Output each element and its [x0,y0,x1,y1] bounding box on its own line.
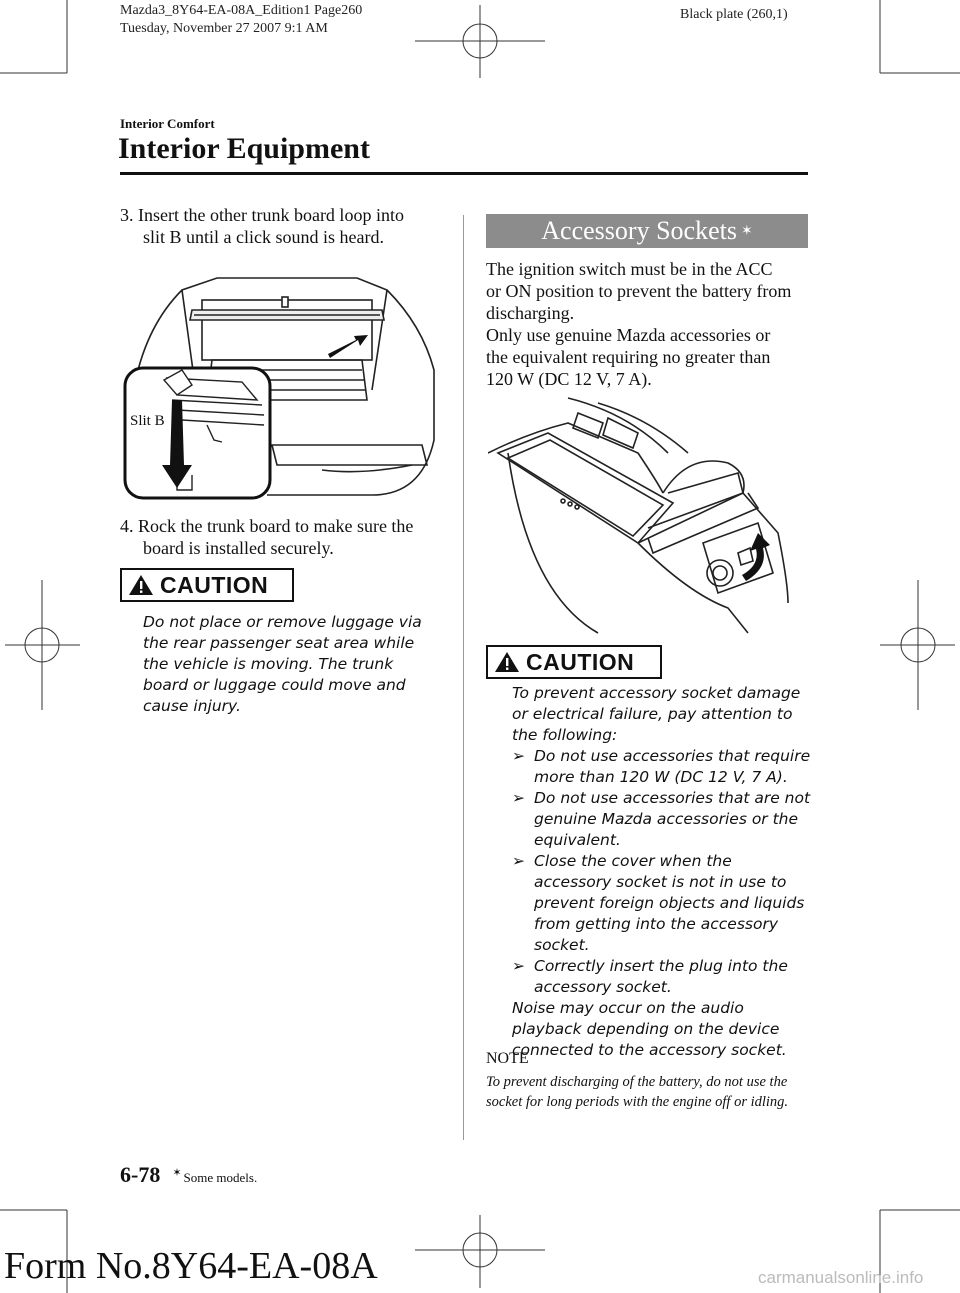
intro-line: the equivalent requiring no greater than [486,347,771,367]
bullet-text: Do not use accessories that require more than 120 W (DC 12 V, 7 A). [534,747,811,786]
figure-label-slit-b: Slit B [129,410,166,432]
section-banner [486,214,808,248]
page-footer [120,1162,257,1188]
arrow-bullet-icon: ➢ [512,747,525,765]
step-4 [120,515,450,559]
step-3 [120,204,450,248]
bullet-text: Do not use accessories that are not genuine Mazda accessories or the equivalent. [534,789,811,849]
watermark: carmanualsonline.info [758,1268,924,1287]
arrow-bullet-icon: ➢ [512,789,525,807]
caution-header-right [486,645,662,679]
step-3-number: 3. [120,205,134,225]
intro-line: The ignition switch must be in the ACC [486,259,773,279]
file-info [120,2,362,38]
step-4-line2: board is installed securely. [143,538,334,558]
section-category: Interior Comfort [120,116,215,131]
intro-line: Only use genuine Mazda accessories or [486,325,771,345]
step-3-line1: Insert the other trunk board loop into [138,205,404,225]
banner-star: ✶ [740,223,753,239]
caution-header-left [120,568,294,602]
date-line: Tuesday, November 27 2007 9:1 AM [120,21,328,36]
caution-bullet-list [512,746,812,998]
header-rule [120,172,808,175]
bullet-text: Close the cover when the accessory socket is not in use to prevent foreign objects and liquids from getting into the accessory socket. [534,852,805,954]
note-title: NOTE [486,1050,529,1067]
footer-some-models: Some models. [183,1170,258,1185]
step-4-line1: Rock the trunk board to make sure the [138,516,414,536]
caution-intro-right: To prevent accessory socket damage or electrical failure, pay attention to the following: [512,684,801,744]
caution-bullet [512,746,812,788]
caution-text-left: Do not place or remove luggage via the rear passenger seat area while the vehicle is moving. The trunk board or luggage could move and cause injury. [143,613,422,715]
form-number: Form No.8Y64-EA-08A [4,1245,378,1287]
warning-icon [128,574,154,596]
caution-outro-right: Noise may occur on the audio playback depending on the device connected to the accessory socket. [512,999,787,1059]
intro-line: 120 W (DC 12 V, 7 A). [486,369,652,389]
bullet-text: Correctly insert the plug into the accessory socket. [534,957,788,996]
warning-icon [494,651,520,673]
intro-line: discharging. [486,303,575,323]
banner-title: Accessory Sockets [541,216,737,245]
caution-bullet [512,851,812,956]
page-title: Interior Equipment [118,132,370,165]
arrow-bullet-icon: ➢ [512,957,525,975]
caution-bullet [512,956,812,998]
intro-text [486,258,811,390]
note-text: To prevent discharging of the battery, do not use the socket for long periods with the engine off or idling. [486,1074,789,1110]
step-4-number: 4. [120,516,134,536]
footer-star: ✶ [172,1167,182,1179]
step-3-line2: slit B until a click sound is heard. [143,227,384,247]
arrow-bullet-icon: ➢ [512,852,525,870]
trunk-board-illustration [122,270,442,502]
page-number: 6-78 [120,1162,161,1187]
column-divider [463,215,464,1140]
caution-bullet [512,788,812,851]
caution-label-right: CAUTION [526,648,635,675]
plate-label: Black plate (260,1) [680,7,788,22]
caution-body-right [512,683,812,1061]
caution-label-left: CAUTION [160,571,269,598]
accessory-socket-illustration [488,393,808,638]
file-line: Mazda3_8Y64-EA-08A_Edition1 Page260 [120,3,363,18]
intro-line: or ON position to prevent the battery from [486,281,792,301]
